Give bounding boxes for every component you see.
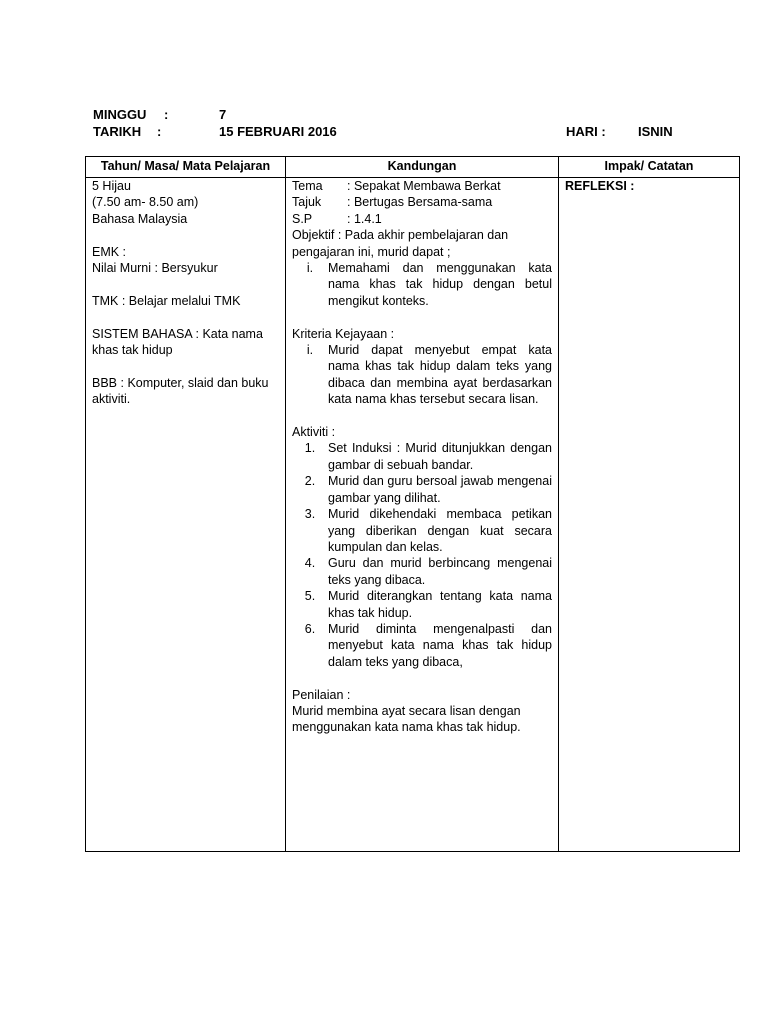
cell-impak-catatan	[559, 178, 740, 852]
list-item	[292, 260, 552, 309]
tarikh-colon: :	[157, 124, 162, 139]
column-header-tahun: Tahun/ Masa/ Mata Pelajaran	[86, 157, 286, 178]
nilai-murni-text: Nilai Murni : Bersyukur	[92, 261, 218, 276]
penilaian-label: Penilaian :	[292, 687, 351, 702]
refleksi-label: REFLEKSI :	[565, 179, 635, 193]
masa-text: (7.50 am- 8.50 am)	[92, 195, 199, 210]
list-item	[292, 342, 552, 408]
bbb-label: BBB :	[92, 375, 124, 390]
table-body-row	[86, 178, 740, 852]
emk-text: EMK :	[92, 244, 127, 259]
minggu-colon: :	[164, 107, 169, 122]
tema-row	[292, 178, 552, 194]
tajuk-label: Tajuk	[292, 195, 322, 210]
table-header-row	[86, 157, 740, 178]
list-item-number: i.	[306, 261, 314, 276]
list-item-number: 5.	[304, 589, 316, 604]
list-item	[292, 473, 552, 506]
list-item-number: 1.	[304, 441, 316, 456]
kriteria-label: Kriteria Kejayaan :	[292, 326, 395, 341]
objektif-list	[292, 260, 552, 309]
list-item-number: 4.	[304, 556, 316, 571]
sistem-bahasa-value: Kata nama khas tak hidup	[92, 326, 263, 358]
list-item-number: 3.	[304, 507, 316, 522]
hari-value: ISNIN	[638, 124, 673, 139]
list-item-text: Set Induksi : Murid ditunjukkan dengan gambar di sebuah bandar.	[328, 441, 552, 472]
list-item-text: Murid dikehendaki membaca petikan yang diberikan dengan kuat secara kumpulan dan kelas.	[328, 507, 552, 554]
list-item-text: Guru dan murid berbincang mengenai teks yang dibaca.	[328, 556, 552, 587]
list-item-number: 2.	[304, 474, 316, 489]
penilaian-text: Murid membina ayat secara lisan dengan menggunakan kata nama khas tak hidup.	[292, 703, 521, 735]
minggu-value: 7	[219, 107, 227, 122]
tarikh-label: TARIKH	[93, 124, 142, 139]
sistem-bahasa-label: SISTEM BAHASA :	[92, 326, 199, 341]
minggu-label: MINGGU	[93, 107, 147, 122]
list-item	[292, 588, 552, 621]
hari-label: HARI :	[566, 124, 606, 139]
list-item-text: Murid dan guru bersoal jawab mengenai gambar yang dilihat.	[328, 474, 552, 505]
list-item-text: Murid dapat menyebut empat kata nama khas tak hidup dalam teks yang dibaca dan membina ayat berdasarkan kata nama khas tersebut secara lisan.	[328, 343, 552, 407]
sp-row	[292, 211, 552, 227]
aktiviti-label: Aktiviti :	[292, 425, 336, 440]
list-item-number: 6.	[304, 621, 316, 636]
subjek-text: Bahasa Malaysia	[92, 211, 188, 226]
aktiviti-list	[292, 440, 552, 670]
sp-label: S.P	[292, 211, 313, 226]
bbb-value: Komputer, slaid dan buku aktiviti.	[92, 375, 269, 407]
list-item-text: Murid diterangkan tentang kata nama khas tak hidup.	[328, 589, 552, 620]
list-item-text: Murid diminta mengenalpasti dan menyebut kata nama khas tak hidup dalam teks yang dibaca,	[328, 621, 552, 669]
objektif-value: : Pada akhir pembelajaran dan pengajaran ini, murid dapat ;	[292, 228, 509, 259]
tajuk-value: : Bertugas Bersama-sama	[347, 195, 493, 210]
cell-tahun-masa	[86, 178, 286, 852]
tarikh-value: 15 FEBRUARI 2016	[219, 124, 337, 139]
sistem-bahasa	[92, 326, 279, 359]
tema-label: Tema	[292, 179, 323, 193]
tajuk-row	[292, 194, 552, 210]
list-item-text: Memahami dan menggunakan kata nama khas tak hidup dengan betul mengikut konteks.	[328, 261, 552, 308]
column-header-kandungan: Kandungan	[286, 157, 559, 178]
sp-value: : 1.4.1	[347, 211, 382, 226]
kriteria-list	[292, 342, 552, 408]
lesson-plan-table	[85, 156, 740, 852]
cell-kandungan	[286, 178, 559, 852]
tema-value: : Sepakat Membawa Berkat	[347, 179, 501, 193]
list-item	[292, 621, 552, 670]
list-item	[292, 506, 552, 555]
kelas-text: 5 Hijau	[92, 179, 131, 193]
objektif	[292, 227, 552, 260]
bbb	[92, 375, 279, 408]
column-header-impak: Impak/ Catatan	[559, 157, 740, 178]
objektif-label: Objektif	[292, 228, 335, 243]
list-item	[292, 555, 552, 588]
tmk-text: TMK : Belajar melalui TMK	[92, 293, 241, 308]
list-item	[292, 440, 552, 473]
list-item-number: i.	[306, 343, 314, 358]
